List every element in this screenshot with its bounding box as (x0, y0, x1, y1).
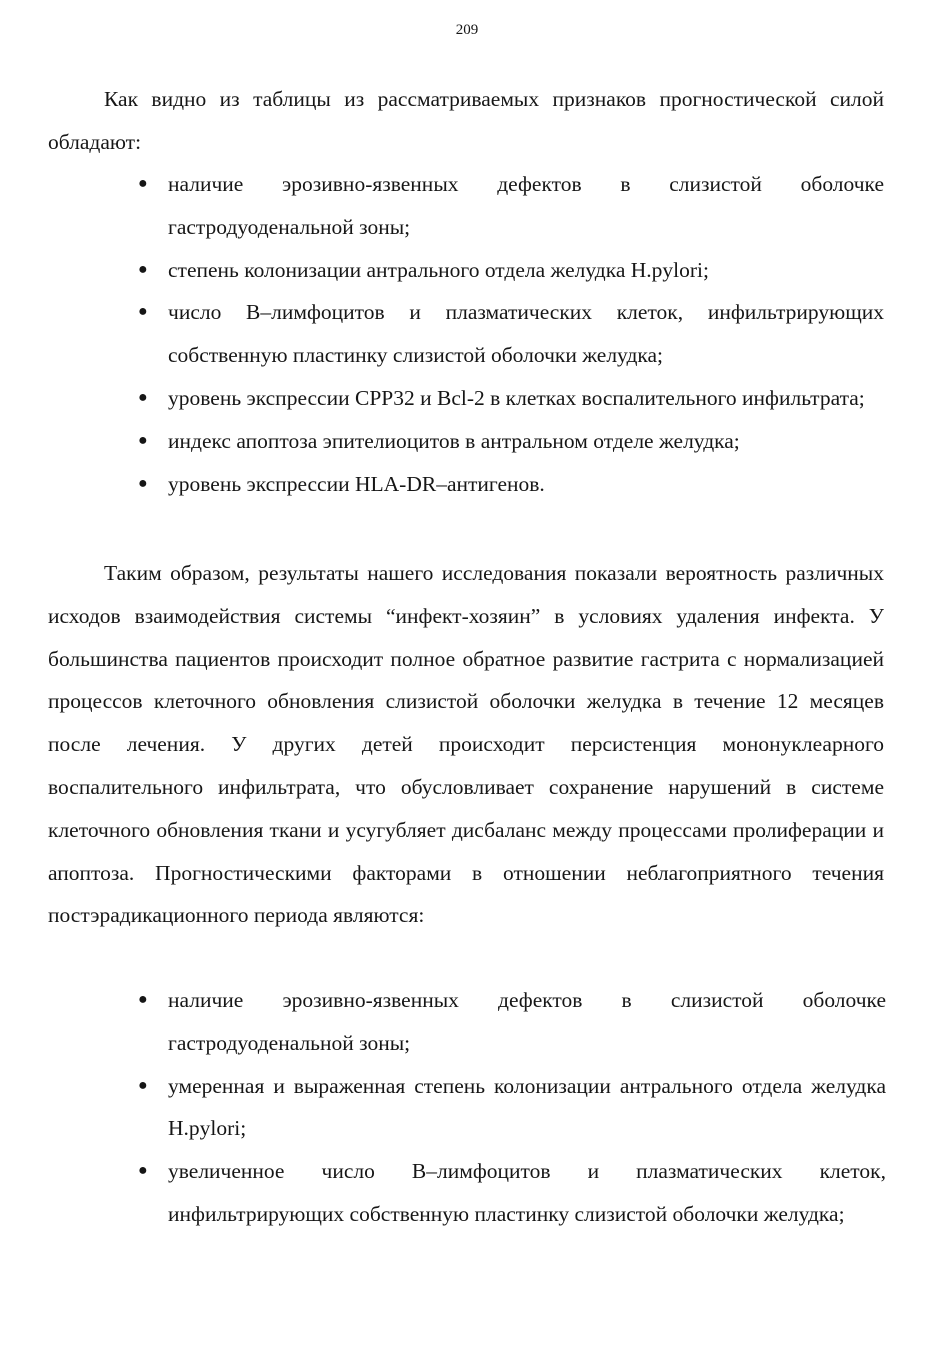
list-item (138, 979, 886, 1065)
list-item-text: уровень экспрессии HLA-DR–антигенов. (168, 471, 545, 496)
unfavorable-factors-list (138, 979, 886, 1236)
bullet-icon: ● (138, 474, 148, 492)
list-item (138, 1150, 886, 1236)
list-item (138, 377, 884, 420)
bullet-icon: ● (138, 175, 148, 192)
intro-paragraph (48, 78, 884, 164)
list-item (138, 291, 884, 377)
list-item-text: индекс апоптоза эпителиоцитов в антральном отделе желудка; (168, 428, 740, 453)
intro-paragraph-text: Как видно из таблицы из рассматриваемых признаков прогностической силой обладают: (48, 87, 884, 154)
bullet-icon: ● (138, 991, 148, 1008)
list-item-text: увеличенное число В–лимфоцитов и плазматических клеток, инфильтрирующих собственную пластинку слизистой оболочки желудка; (168, 1159, 886, 1226)
bullet-icon: ● (138, 388, 148, 406)
conclusion-paragraph-text: Таким образом, результаты нашего исследования показали вероятность различных исходов взаимодействия системы “инфект-хозяин” в условиях удаления инфекта. У большинства пациентов происходит полное обратное развитие гастрита с нормализацией процессов клеточного обновления слизистой оболочки желудка в течение 12 месяцев после лечения. У других детей происходит персистенция мононуклеарного воспалительного инфильтрата, что обусловливает сохранение нарушений в системе клеточного обновления ткани и усугубляет дисбаланс между процессами пролиферации и апоптоза. Прогностическими факторами в отношении неблагоприятного течения постэрадикационного периода являются: (48, 561, 884, 928)
list-item-text: наличие эрозивно-язвенных дефектов в слизистой оболочке гастродуоденальной зоны; (168, 988, 886, 1055)
prognostic-features-list (138, 163, 884, 505)
list-item (138, 1065, 886, 1151)
list-item (138, 420, 884, 463)
list-item (138, 163, 884, 249)
list-item-text: умеренная и выраженная степень колонизации антрального отдела желудка H.pylori; (168, 1073, 886, 1141)
list-item-text: степень колонизации антрального отдела желудка H.pylori; (168, 257, 709, 282)
bullet-icon: ● (138, 1076, 148, 1094)
bullet-icon: ● (138, 260, 148, 278)
list-item-text: уровень экспрессии CPP32 и Bcl-2 в клетках воспалительного инфильтрата; (168, 385, 865, 410)
bullet-icon: ● (138, 303, 148, 321)
bullet-icon: ● (138, 431, 148, 449)
list-item (138, 463, 884, 506)
page-number: 209 (455, 22, 479, 38)
list-item-text: число В–лимфоцитов и плазматических клеток, инфильтрирующих собственную пластинку слизистой оболочки желудка; (168, 300, 884, 368)
bullet-icon: ● (138, 1162, 148, 1180)
list-item (138, 249, 884, 292)
conclusion-paragraph (48, 552, 884, 937)
list-item-text: наличие эрозивно-язвенных дефектов в слизистой оболочке гастродуоденальной зоны; (168, 172, 884, 239)
